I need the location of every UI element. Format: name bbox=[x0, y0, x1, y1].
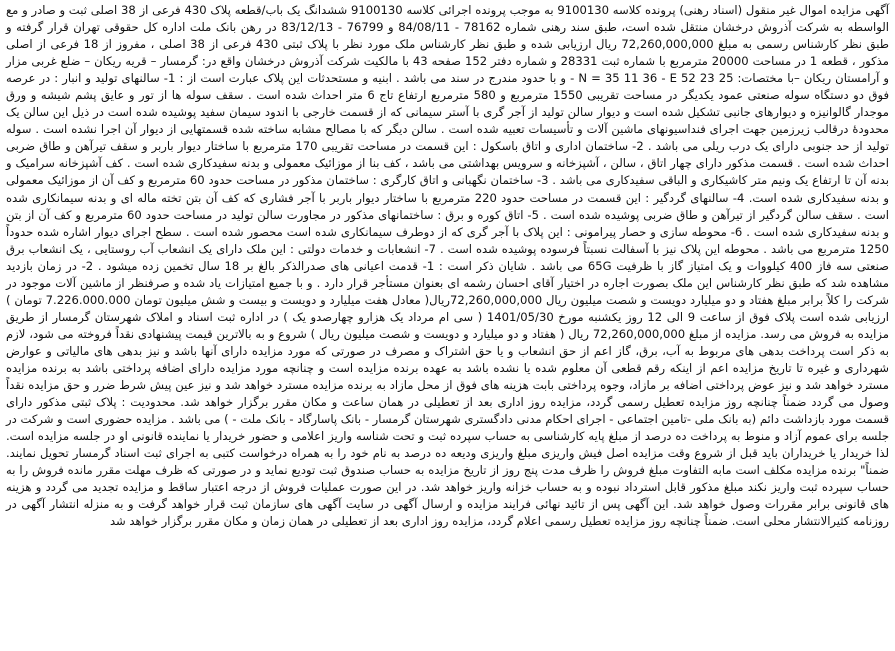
auction-notice-text: آگهی مزایده اموال غیر منقول (اسناد رهنی) پرونده کلاسه 9100130 به موجب پرونده اجرائی کلاسه 9100130 ششدانگ یک باب/قطعه پلاک 430 فرعی از 38 اصلی ثبت و صادر و مع الواسطه به شرکت آذروش درخشان منتقل شده است، طبق سند رهنی شماره 78162 - 84/08/11 و 76799 - 83/12/13 در رهن بانک ملت اداره کل حقوقی تهران قرار گرفته و طبق نظر کارشناس رسمی به مبلغ 72,260,000,000 ریال ارزیابی شده و طبق نظر کارشناس ملک مورد نظر با پلاک ثبتی 430 فرعی از 38 اصلی ، مفروز از 18 فرعی از اصلی مذکور ، قطعه 1 در مساحت 20000 مترمربع با شماره ثبت 28331 و شماره دفتر 152 صفحه 43 با مالکیت شرکت آذروش درخشان واقع در: گرمسار – قریه ریکان – ضلع غربی مزار و آرامستان ریکان –با مختصات: N = 35 11 36 - E 52 23 25 - و با حدود مندرج در سند می باشد . ابنیه و مستحدثات این پلاک عبارت است از : 1- سالنهای تولید و انبار : در عرصه فوق دو دستگاه سوله صنعتی عمود یکدیگر در مساحت تقریبی 1550 مترمربع و 580 مترمربع ارتفاع تاج 6 متر احداث شده است . سقف سوله ها از تور و عایق پشم شیشه و ورق موجدار گالوانیزه و دیوارهای جانبی تشکیل شده است و دیوار سالن تولید از آجر گری با آستر سیمانی که از قسمت خارجی با اندود سیمان سفید پوشیده شده است در ذیل این سالن یک محدودهٔ درقالب زیرزمین جهت اجرای فنداسیونهای ماشین آلات و تأسیسات تعبیه شده است . سالن دیگر که با مصالح مشابه ساخته شده قسمتهایی از دیوار آن اجرا نشده است . سوله تولید از حد جنوبی دارای یک درب ریلی می باشد . 2- ساختمان اداری و اتاق باسکول : این قسمت در مساحت تقریبی 170 مترمربع با ساختار دیوار باربر و سقف تیرآهن و طاق ضربی احداث شده است . قسمت مذکور دارای چهار اتاق ، سالن ، آشپزخانه و سرویس بهداشتی می باشد ، کف بنا از موزائیک معمولی و بدنه سفیدکاری شده است . کف آشپزخانه سرامیک و بدنه آن تا ارتفاع یک ونیم متر کاشیکاری و الباقی سفیدکاری می باشد . 3- ساختمان نگهبانی و اتاق کارگری : ساختمان مذکور در مساحت حدود 60 مترمربع و کف آن از موزائیک معمولی و بدنه سفیدکاری شده است. 4- سالنهای گردگیر : این قسمت در مساحت حدود 220 مترمربع با ساختار دیوار باربر با آجر فشاری که کف آن بتن تخته ماله ای و بدنه سیمانکاری شده است . سقف سالن گردگیر از تیرآهن و طاق ضربی پوشیده شده است . 5- اتاق کوره و برق : ساختمانهای مذکور در مجاورت سالن تولید در مساحت حدود 60 مترمربع و کف آن از بتن و بدنه سفیدکاری شده است . 6- محوطه سازی و حصار پیرامونی : این پلاک با آجر گری که از دوطرف سیمانکاری شده است محصور شده است . سطح اجرای دیوار اشاره شده حدوداً 1250 مترمربع می باشد . محوطه این پلاک نیز با آسفالت نسبتاً فرسوده پوشیده شده است . 7- انشعابات و خدمات دولتی : این ملک دارای یک انشعاب آب روستایی ، یک انشعاب برق صنعتی سه فاز 400 کیلووات و یک امتیاز گاز با ظرفیت 65G می باشد . شایان ذکر است : 1- قدمت اعیانی های صدرالذکر بالغ بر 18 سال تخمین زده میشود . 2- در زمان بازدید مشاهده شد که طبق نظر کارشناس این ملک بصورت اجاره در اختیار آقای احسان رشمه ای بعنوان مستأجر قرار دارد . و با جمیع امتیازات یاد شده و صرفنظر از ماشین آلات موجود در شرکت را کلاً برابر مبلغ هفتاد و دو میلیارد دویست و شصت میلیون ریال 72,260,000,000ریال( معادل هفت میلیارد و دویست و بیست و شش میلیون تومان 7.226.000.000 تومان ) ارزیابی شده است پلاک فوق از ساعت 9 الی 12 روز یکشنبه مورخ 1401/05/30 ( سی ام مرداد یک هزارو چهارصدو یک ) در اداره ثبت اسناد و املاک شهرستان گرمسار از طریق مزایده به فروش می رسد. مزایده از مبلغ 72,260,000,000 ریال ( هفتاد و دو میلیارد و دویست و شصت میلیون ریال ) شروع و به بالاترین قیمت پیشنهادی نقداً فروخته می شود، لازم به ذکر است پرداخت بدهی های مربوط به آب، برق، گاز اعم از حق انشعاب و یا حق اشتراک و مصرف در صورتی که مورد مزایده دارای آنها باشد و نیز بدهی های مالیاتی و عوارض شهرداری و غیره تا تاریخ مزایده اعم از اینکه رقم قطعی آن معلوم شده یا نشده باشد به عهده برنده مزایده است و چنانچه مورد مزایده دارای اضافه پرداختی باشد به برنده مزایده مسترد خواهد شد و نیز عوض پرداختی اضافه بر مازاد، وجوه پرداختی بابت هزینه های فوق از محل مازاد به برنده مزایده مسترد خواهد شد و نیز عین پیش شرط ضرر و حق مزایده نقداً وصول می گردد ضمناً چنانچه روز مزایده تعطیل رسمی گردد، مزایده روز اداری بعد از تعطیلی در همان ساعت و مکان مقرر برگزار خواهد شد. محدودیت : پلاک ثبتی مذکور دارای قسمت مورد بازداشت دائم (به بانک ملی -تامین اجتماعی - اجرای احکام مدنی دادگستری شهرستان گرمسار - بانک پاسارگاد - بانک ملت - ) می باشد . مزایده حضوری است و شرکت در جلسه برای عموم آزاد و منوط به پرداخت ده درصد از مبلغ پایه کارشناسی به حساب سپرده ثبت و تحت شناسه واریز اعلامی و حضور خریدار یا نماینده قانونی او در جلسه مزایده است. لذا خریدار یا خریداران باید قبل از شروع وقت مزایده اصل فیش واریزی مبلغ واریزی ودیعه ده درصد به نام خود را به همراه درخواست کتبی به اجرای ثبت اسناد گرمسار تحویل نمایند. ضمناً" برنده مزایده مکلف است مابه التفاوت مبلغ فروش را ظرف مدت پنج روز از تاریخ مزایده به حساب صندوق ثبت تودیع نماید و در صورتی که ظرف مهلت مقرر مانده فروش را به حساب سپرده ثبت واریز نکند مبلغ مذکور قابل استرداد نبوده و به حساب خزانه واریز خواهد شد. در این صورت عملیات فروش از درجه اعتبار ساقط و مزایده تجدید می گردد و هزینه های قانونی برابر مقررات وصول خواهد شد. این آگهی پس از تائید نهائی فرایند مزایده و ارسال آگهی در سایت آگهی های سازمان ثبت قرار خواهد گرفت و به منزله انتشار آگهی در روزنامه کثیرالانتشار محلی است. ضمناً چنانچه روز مزایده تعطیل رسمی اعلام گردد، مزایده روز اداری بعد از تعطیلی در همان زمان و مکان مقرر برگزار خواهد شد bbox=[6, 3, 890, 529]
